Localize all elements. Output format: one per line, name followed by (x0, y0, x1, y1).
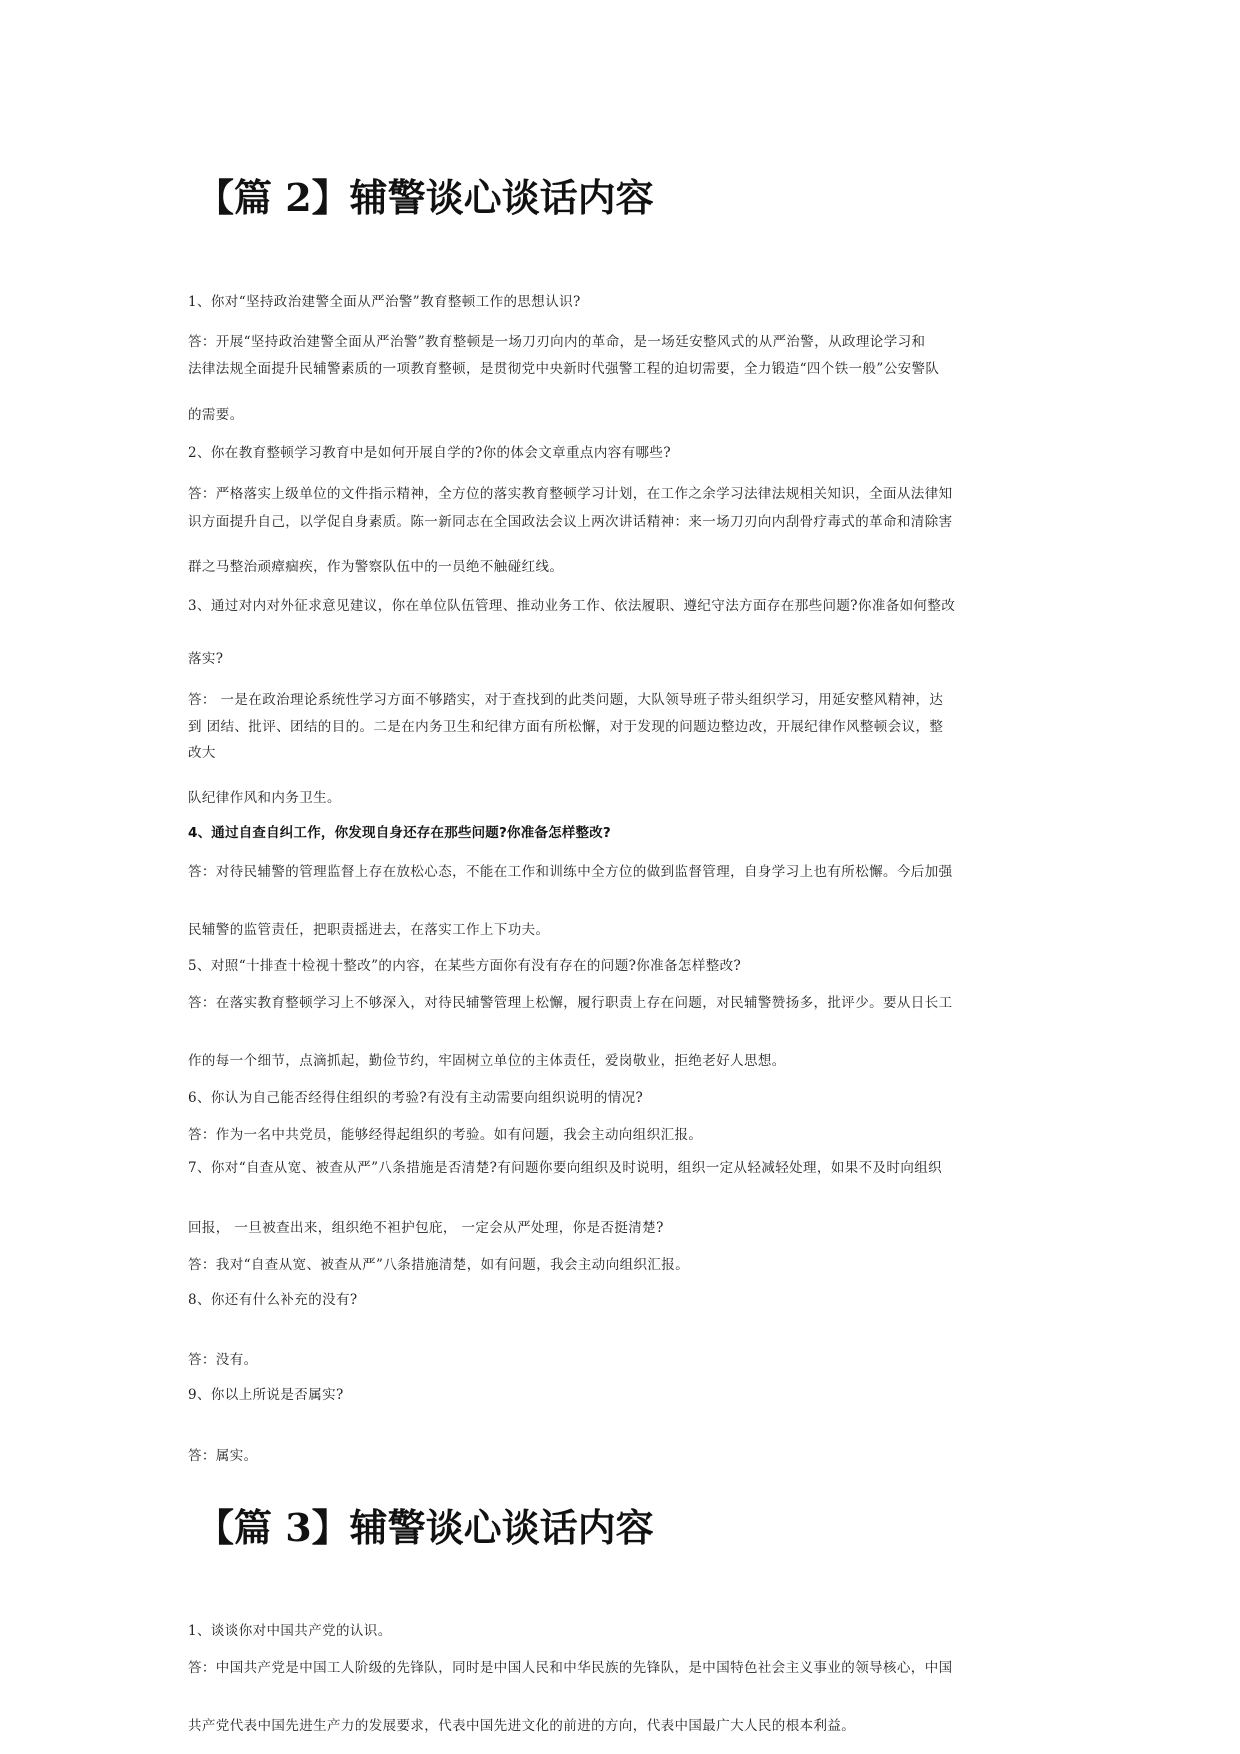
answer-1-line-2: 法律法规全面提升民辅警素质的一项教育整顿，是贯彻党中央新时代强警工程的迫切需要，全力锻造“四个铁一般”公安警队 (188, 361, 940, 377)
answer-5-line-1: 答：在落实教育整顿学习上不够深入，对待民辅警管理上松懈，履行职责上存在问题，对民辅警赞扬多，批评少。要从日长工 (188, 995, 953, 1011)
answer-3-line-3: 改大 (188, 745, 216, 761)
section-3-heading: 【篇 3】辅警谈心谈话内容 (196, 1505, 654, 1550)
question-7-line-1: 7、你对“自查从宽、被查从严”八条措施是否清楚?有问题你要向组织及时说明，组织一定从轻减轻处理，如果不及时向组织 (188, 1160, 943, 1176)
question-2: 2、你在教育整顿学习教育中是如何开展自学的?你的体会文章重点内容有哪些? (188, 445, 671, 461)
section-2-heading: 【篇 2】辅警谈心谈话内容 (196, 175, 654, 220)
answer-2-line-1: 答：严格落实上级单位的文件指示精神，全方位的落实教育整顿学习计划，在工作之余学习法律法规相关知识，全面从法律知 (188, 486, 953, 502)
answer-3-line-1: 答： 一是在政治理论系统性学习方面不够踏实，对于查找到的此类问题，大队领导班子带头组织学习，用延安整风精神，达 (188, 692, 944, 708)
answer-3-line-4: 队纪律作风和内务卫生。 (188, 790, 341, 806)
question-3-line-2: 落实? (188, 651, 224, 667)
question-9: 9、你以上所说是否属实? (188, 1387, 344, 1403)
answer-2-line-3: 群之马整治顽瘴痼疾，作为警察队伍中的一员绝不触碰红线。 (188, 559, 564, 575)
question-4: 4、通过自查自纠工作，你发现自身还存在那些问题?你准备怎样整改? (188, 825, 611, 841)
question-7-line-2: 回报， 一旦被查出来，组织绝不袒护包庇， 一定会从严处理，你是否挺清楚? (188, 1220, 664, 1236)
answer-7: 答：我对“自查从宽、被查从严”八条措施清楚，如有问题，我会主动向组织汇报。 (188, 1257, 690, 1273)
question-5: 5、对照“十排查十检视十整改”的内容，在某些方面你有没有存在的问题?你准备怎样整改? (188, 958, 742, 974)
section-3-answer-1-line-2: 共产党代表中国先进生产力的发展要求，代表中国先进文化的前进的方向，代表中国最广大人民的根本利益。 (188, 1718, 856, 1734)
answer-1-line-1: 答：开展“坚持政治建警全面从严治警”教育整顿是一场刀刃向内的革命，是一场廷安整风式的从严治警，从政理论学习和 (188, 334, 926, 350)
answer-3-line-2: 到 团结、批评、团结的目的。二是在内务卫生和纪律方面有所松懈，对于发现的问题边整边改，开展纪律作风整顿会议，整 (188, 719, 944, 735)
answer-1-line-3: 的需要。 (188, 407, 244, 423)
answer-2-line-2: 识方面提升自己，以学促自身素质。陈一新同志在全国政法会议上两次讲话精神：来一场刀刃向内刮骨疗毒式的革命和清除害 (188, 514, 953, 530)
answer-4-line-2: 民辅警的监管责任，把职责摇进去，在落实工作上下功夫。 (188, 922, 550, 938)
question-1: 1、你对“坚持政治建警全面从严治警”教育整顿工作的思想认识? (188, 294, 581, 310)
answer-8: 答：没有。 (188, 1352, 258, 1368)
question-6: 6、你认为自己能否经得住组织的考验?有没有主动需要向组织说明的情况? (188, 1090, 644, 1106)
section-3-answer-1-line-1: 答：中国共产党是中国工人阶级的先锋队，同时是中国人民和中华民族的先锋队，是中国特色社会主义事业的领导核心，中国 (188, 1660, 953, 1676)
section-3-question-1: 1、谈谈你对中国共产党的认识。 (188, 1623, 392, 1639)
answer-4-line-1: 答：对待民辅警的管理监督上存在放松心态，不能在工作和训练中全方位的做到监督管理，自身学习上也有所松懈。今后加强 (188, 864, 953, 880)
answer-9: 答：属实。 (188, 1448, 258, 1464)
answer-5-line-2: 作的每一个细节，点滴抓起，勤俭节约，牢固树立单位的主体责任，爱岗敬业，拒绝老好人思想。 (188, 1053, 786, 1069)
question-8: 8、你还有什么补充的没有? (188, 1292, 358, 1308)
answer-6: 答：作为一名中共党员，能够经得起组织的考验。如有问题，我会主动向组织汇报。 (188, 1127, 703, 1143)
question-3-line-1: 3、通过对内对外征求意见建议，你在单位队伍管理、推动业务工作、依法履职、遵纪守法方面存在那些问题?你准备如何整改 (188, 598, 956, 614)
